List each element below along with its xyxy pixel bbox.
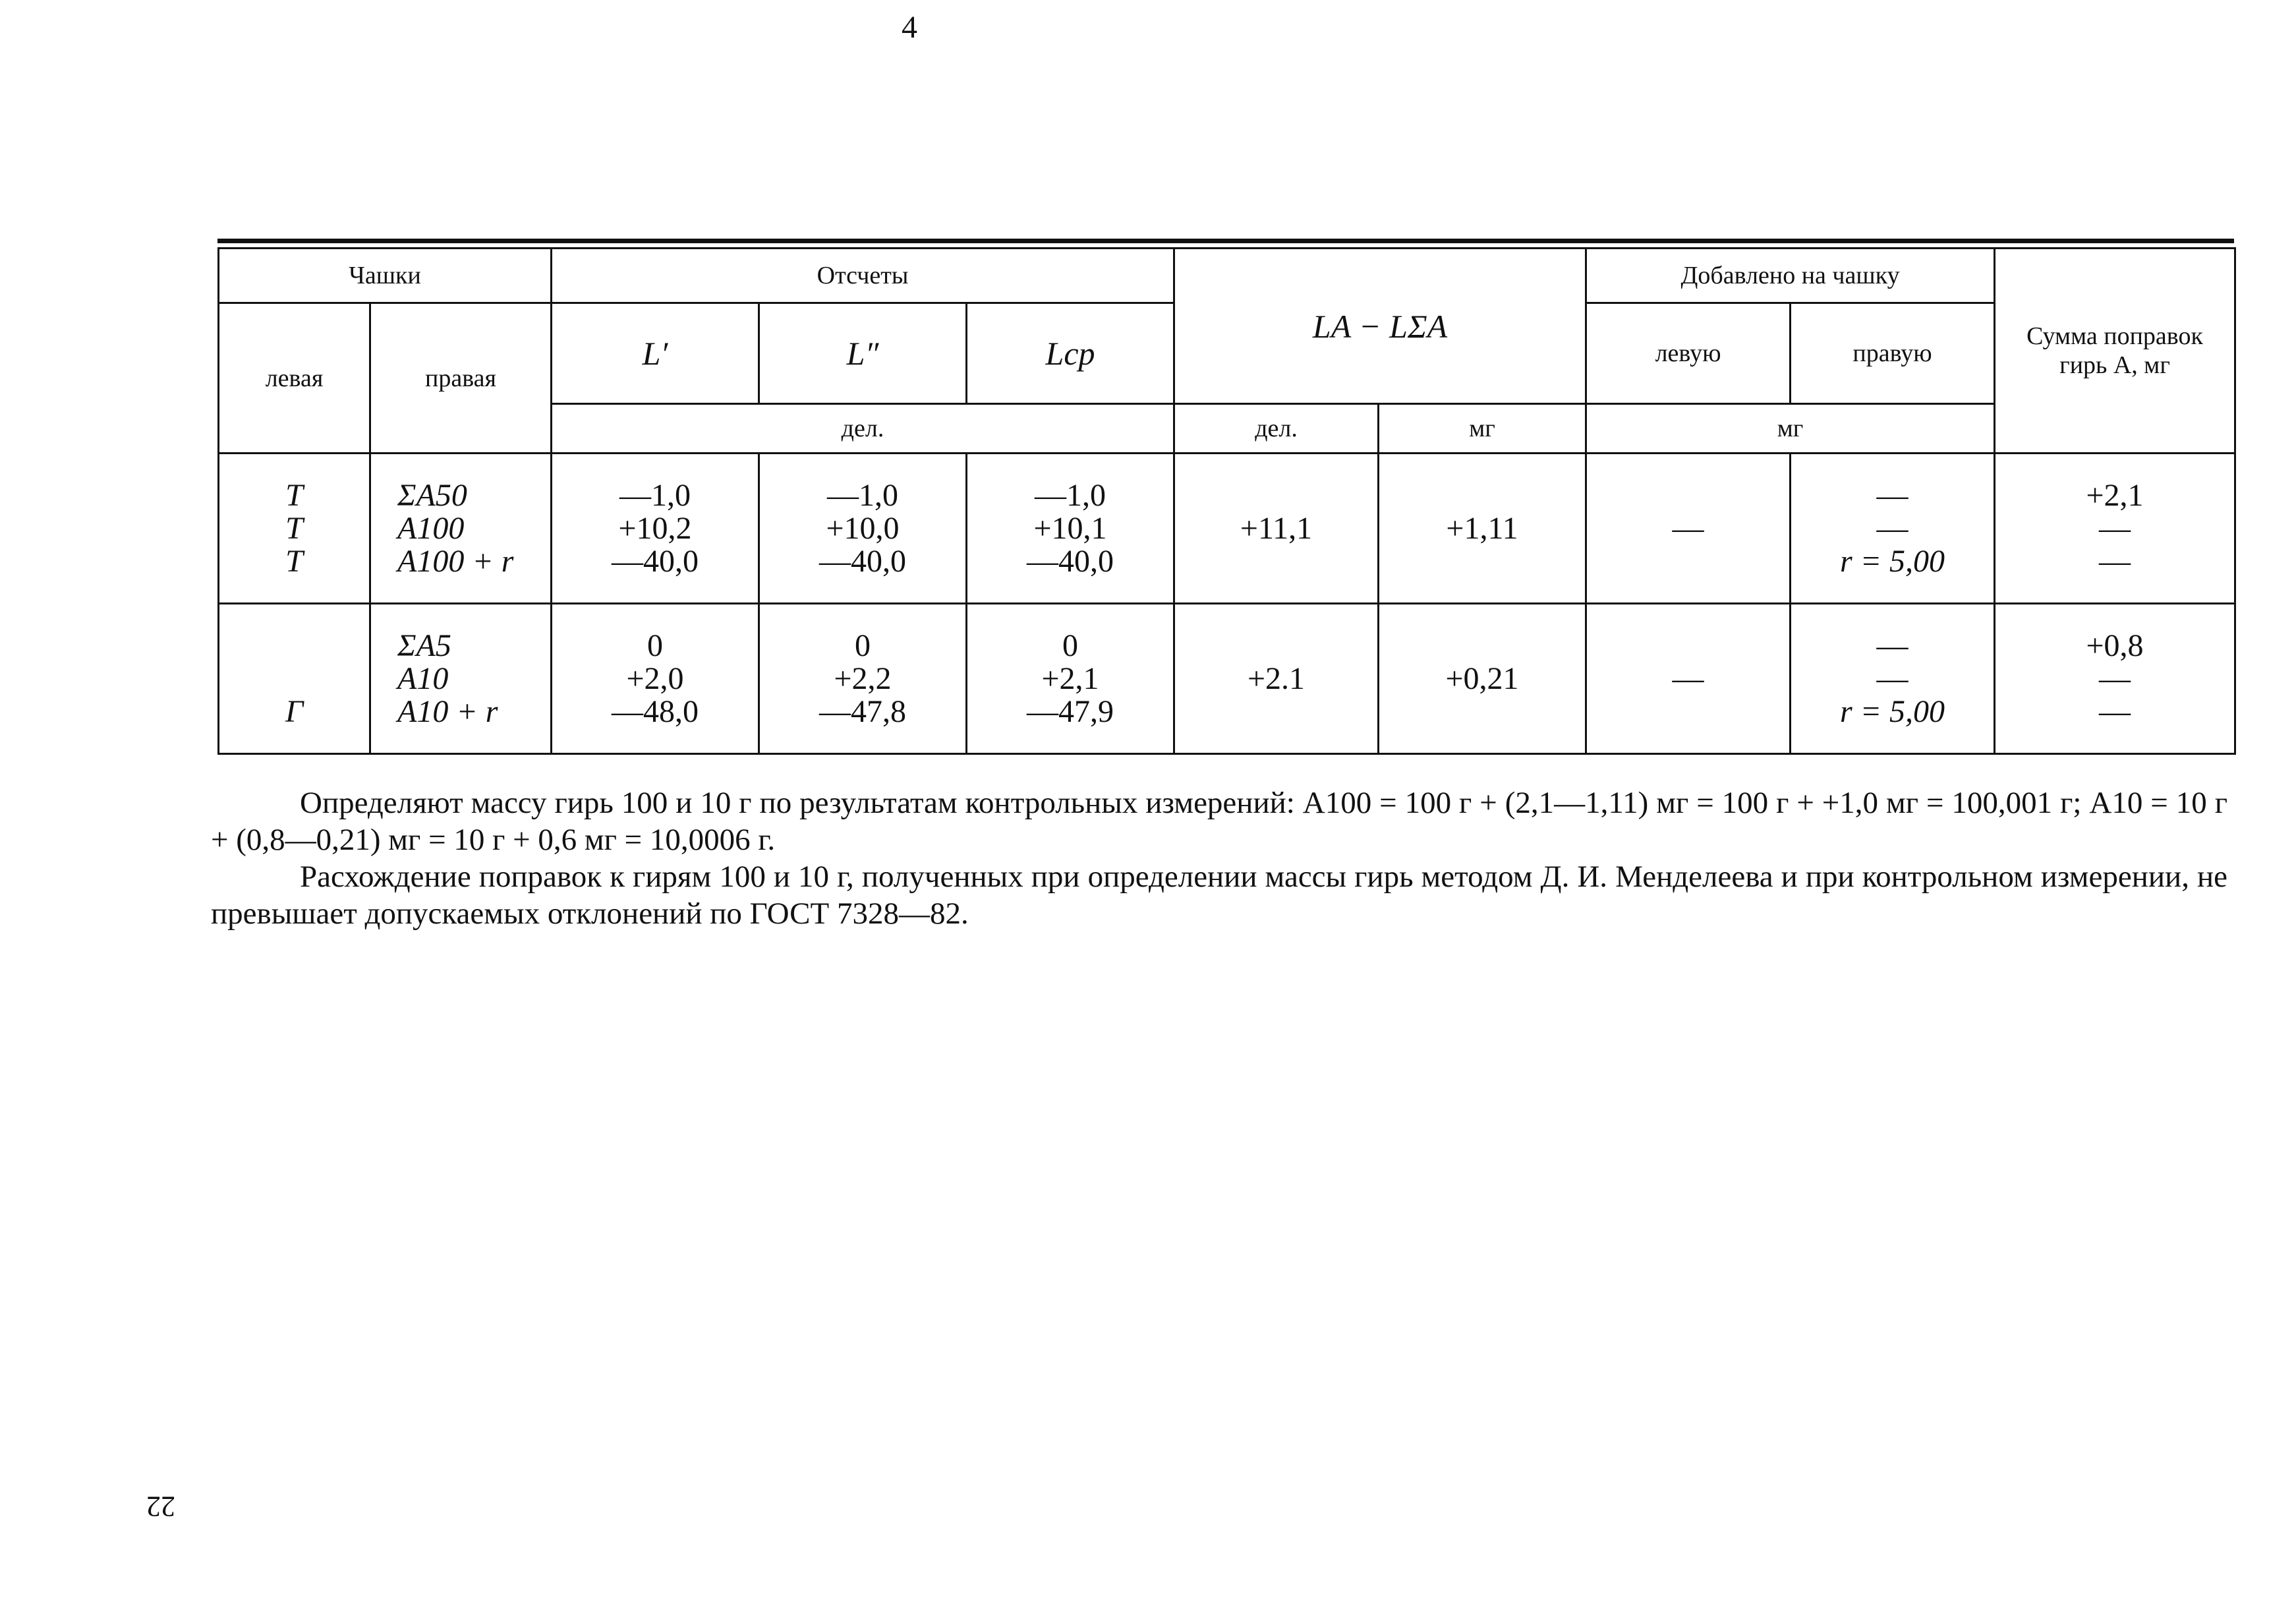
lavg-cell: —1,0 +10,1 —40,0 bbox=[967, 454, 1174, 604]
added-left-header: левую bbox=[1586, 303, 1791, 404]
table-row bbox=[219, 454, 2235, 604]
diff-mg-cell: +0,21 bbox=[1379, 604, 1586, 754]
diff-mg-cell: +1,11 bbox=[1379, 454, 1586, 604]
unit-mg-diff: мг bbox=[1379, 404, 1586, 454]
paragraph-mass-determination: Определяют массу гирь 100 и 10 г по результатам контрольных измерений: A100 = 100 г + (2,1—1,11) мг = 100 г + +1,0 мг = 100,001 г; A10 = 10 г + (0,8—0,21) мг = 10 г + 0,6 мг = 10,0006 г. bbox=[211, 786, 2227, 857]
table-top-rule bbox=[217, 239, 2234, 243]
added-right-cell: — — r = 5,00 bbox=[1791, 604, 1995, 754]
l1-header: L′ bbox=[552, 303, 759, 404]
added-header: Добавлено на чашку bbox=[1586, 249, 1995, 303]
cups-header: Чашки bbox=[219, 249, 552, 303]
lavg-cell: 0 +2,1 —47,9 bbox=[967, 604, 1174, 754]
unit-div-diff: дел. bbox=[1174, 404, 1379, 454]
margin-page-mark: 22 bbox=[146, 1490, 175, 1523]
diff-div-cell: +11,1 bbox=[1174, 454, 1379, 604]
right-cup-header: правая bbox=[370, 303, 552, 454]
l2-cell: 0 +2,2 —47,8 bbox=[759, 604, 967, 754]
diff-div-cell: +2.1 bbox=[1174, 604, 1379, 754]
left-cup-cell: T T T bbox=[219, 454, 370, 604]
right-cup-cell: ΣA5 A10 A10 + r bbox=[370, 604, 552, 754]
la-minus-lsum-header: LA − LΣA bbox=[1174, 249, 1586, 404]
readings-header: Отсчеты bbox=[552, 249, 1174, 303]
weights-table bbox=[217, 247, 2236, 755]
page-number: 4 bbox=[902, 10, 917, 45]
l2-header: L″ bbox=[759, 303, 967, 404]
lavg-header: Lср bbox=[967, 303, 1174, 404]
added-left-cell: — bbox=[1586, 604, 1791, 754]
left-cup-cell: Г bbox=[219, 604, 370, 754]
l1-cell: —1,0 +10,2 —40,0 bbox=[552, 454, 759, 604]
paragraph-discrepancy: Расхождение поправок к гирям 100 и 10 г, полученных при определении массы гирь методом Д. И. Менделеева и при контрольном измерении, не превышает допускаемых отклонений по ГОСТ 7328—82. bbox=[211, 860, 2227, 931]
l2-cell: —1,0 +10,0 —40,0 bbox=[759, 454, 967, 604]
added-right-cell: — — r = 5,00 bbox=[1791, 454, 1995, 604]
sum-cell: +0,8 — — bbox=[1995, 604, 2235, 754]
table-row bbox=[219, 604, 2235, 754]
left-cup-header: левая bbox=[219, 303, 370, 454]
sum-cell: +2,1 — — bbox=[1995, 454, 2235, 604]
added-left-cell: — bbox=[1586, 454, 1791, 604]
sum-header: Сумма поправок гирь A, мг bbox=[1995, 249, 2235, 454]
right-cup-cell: ΣA50 A100 A100 + r bbox=[370, 454, 552, 604]
l1-cell: 0 +2,0 —48,0 bbox=[552, 604, 759, 754]
body-text bbox=[211, 784, 2227, 932]
header-row-1 bbox=[219, 249, 2235, 303]
unit-div-readings: дел. bbox=[552, 404, 1174, 454]
unit-mg-added: мг bbox=[1586, 404, 1995, 454]
added-right-header: правую bbox=[1791, 303, 1995, 404]
